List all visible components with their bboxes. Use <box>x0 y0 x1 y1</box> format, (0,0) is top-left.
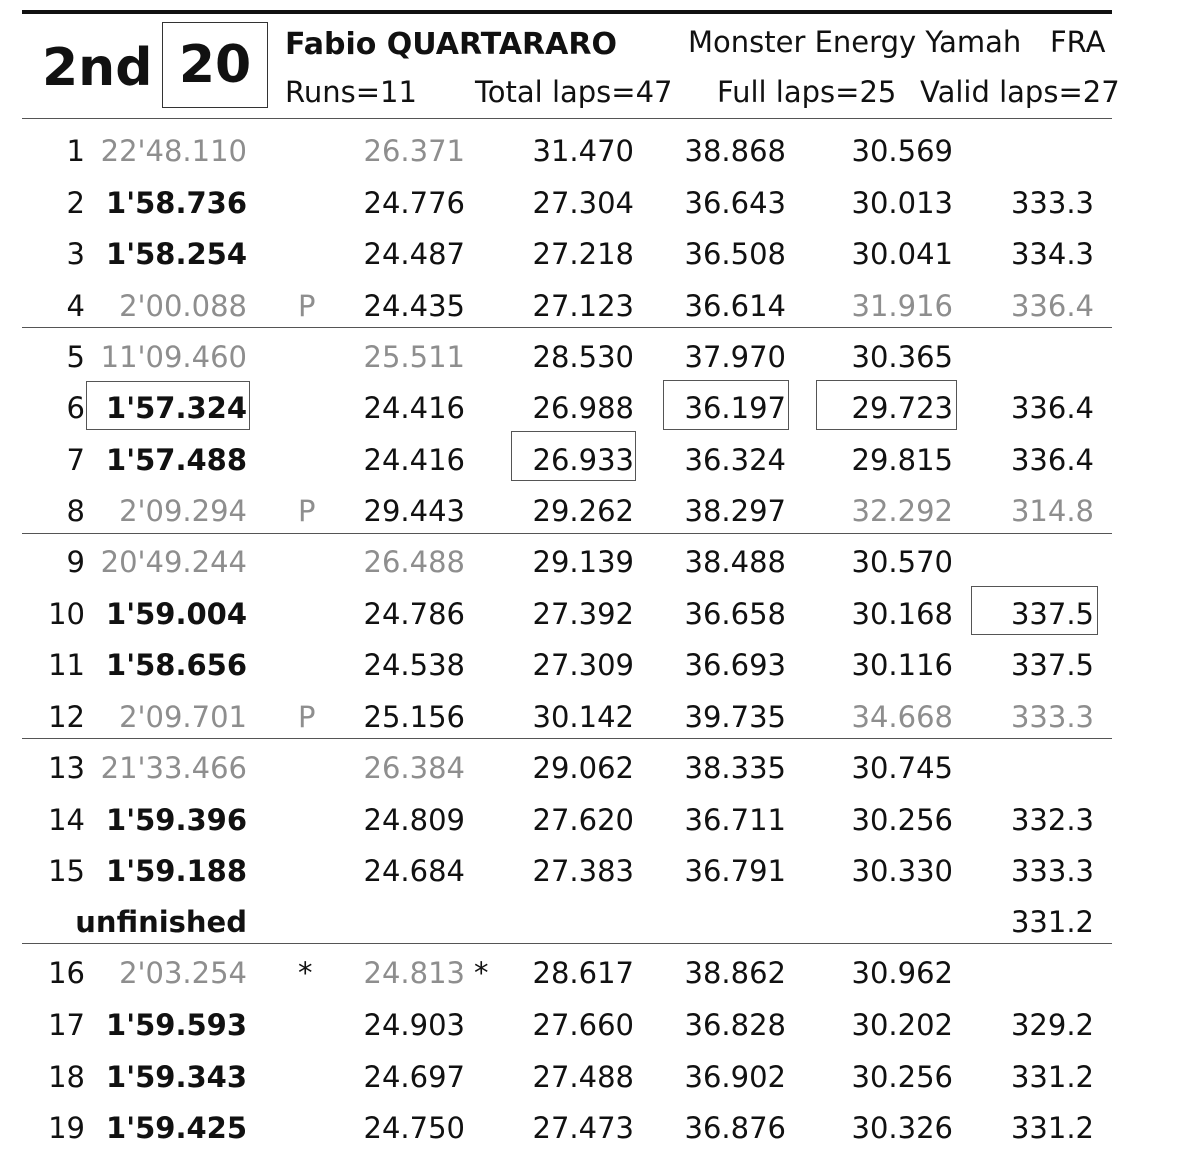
top-speed: 337.5 <box>1010 597 1094 631</box>
best-laptime-box <box>86 381 250 430</box>
sector-3: 36.324 <box>684 443 786 477</box>
sector-4: 30.745 <box>851 751 953 785</box>
sector-4: 30.116 <box>851 648 953 682</box>
sector-4: 34.668 <box>851 700 953 734</box>
lap-time: 1'59.425 <box>106 1111 247 1145</box>
sector-2: 26.988 <box>532 391 634 425</box>
sector-1: 24.809 <box>363 803 465 837</box>
sector-2: 27.383 <box>532 854 634 888</box>
sector-1: 24.697 <box>363 1060 465 1094</box>
sector-2: 31.470 <box>532 134 634 168</box>
sector-4: 30.962 <box>851 956 953 990</box>
lap-time: 21'33.466 <box>100 751 247 785</box>
full-laps: Full laps=25 <box>717 75 897 109</box>
table-row <box>0 537 1200 588</box>
top-rule <box>22 10 1112 14</box>
lap-number: 12 <box>48 700 85 734</box>
top-speed: 333.3 <box>1010 854 1094 888</box>
lap-number: 3 <box>66 237 85 271</box>
sector-1: 24.903 <box>363 1008 465 1042</box>
lap-time: 2'03.254 <box>119 956 247 990</box>
top-speed: 336.4 <box>1010 289 1094 323</box>
top-speed: 329.2 <box>1010 1008 1094 1042</box>
sector-1: 29.443 <box>363 494 465 528</box>
sector-1: 24.684 <box>363 854 465 888</box>
sector-4: 29.723 <box>851 391 953 425</box>
top-speed: 336.4 <box>1010 391 1094 425</box>
sector-2: 27.660 <box>532 1008 634 1042</box>
lap-number: 19 <box>48 1111 85 1145</box>
table-row <box>0 846 1200 897</box>
table-row <box>0 486 1200 537</box>
sector-2: 27.392 <box>532 597 634 631</box>
sector-2: 28.617 <box>532 956 634 990</box>
lap-number: 13 <box>48 751 85 785</box>
total-laps: Total laps=47 <box>475 75 673 109</box>
sector-4: 31.916 <box>851 289 953 323</box>
lap-time: 1'59.396 <box>106 803 247 837</box>
lap-number: 2 <box>66 186 85 220</box>
sector-1: 24.813 <box>363 956 465 990</box>
sector-3: 36.693 <box>684 648 786 682</box>
top-speed: 337.5 <box>1010 648 1094 682</box>
sector-3: 36.711 <box>684 803 786 837</box>
sector-3: 36.902 <box>684 1060 786 1094</box>
sector-2: 26.933 <box>532 443 634 477</box>
top-speed: 336.4 <box>1010 443 1094 477</box>
table-row <box>0 948 1200 999</box>
lap-number: 14 <box>48 803 85 837</box>
lap-time: unfinished <box>75 905 247 939</box>
sector-1: 26.384 <box>363 751 465 785</box>
rider-name: Fabio QUARTARARO <box>285 27 617 62</box>
lap-number: 7 <box>66 443 85 477</box>
lap-time: 1'59.188 <box>106 854 247 888</box>
sector-3: 38.868 <box>684 134 786 168</box>
table-row <box>0 897 1200 948</box>
pit-flag: * <box>298 956 313 990</box>
sector-2: 28.530 <box>532 340 634 374</box>
top-speed: 331.2 <box>1010 905 1094 939</box>
lap-number: 17 <box>48 1008 85 1042</box>
best-sector2-box <box>511 431 636 481</box>
table-row <box>0 795 1200 846</box>
table-row <box>0 332 1200 383</box>
sector-3: 36.658 <box>684 597 786 631</box>
sector-4: 30.041 <box>851 237 953 271</box>
sector-3: 39.735 <box>684 700 786 734</box>
pit-flag: P <box>298 289 316 323</box>
pit-flag: P <box>298 494 316 528</box>
lap-time: 20'49.244 <box>100 545 247 579</box>
lap-number: 16 <box>48 956 85 990</box>
sector-4: 30.168 <box>851 597 953 631</box>
lap-time: 1'58.736 <box>106 186 247 220</box>
sector-3: 36.643 <box>684 186 786 220</box>
sector-3: 38.862 <box>684 956 786 990</box>
header-divider <box>22 118 1112 119</box>
sector-2: 27.309 <box>532 648 634 682</box>
lap-number: 15 <box>48 854 85 888</box>
sector-2: 27.304 <box>532 186 634 220</box>
sector-1: 24.538 <box>363 648 465 682</box>
sector-4: 30.013 <box>851 186 953 220</box>
sector-3: 36.876 <box>684 1111 786 1145</box>
sector-1: 24.416 <box>363 443 465 477</box>
best-speed-box <box>971 586 1098 635</box>
sector-2: 27.620 <box>532 803 634 837</box>
table-row <box>0 229 1200 280</box>
sector-1: 24.786 <box>363 597 465 631</box>
sector-1: 26.488 <box>363 545 465 579</box>
table-row <box>0 692 1200 743</box>
sector-2: 27.218 <box>532 237 634 271</box>
lap-time: 1'57.488 <box>106 443 247 477</box>
nation: FRA <box>1050 25 1106 59</box>
sector-2: 30.142 <box>532 700 634 734</box>
lap-time: 1'59.004 <box>106 597 247 631</box>
lap-time: 1'58.254 <box>106 237 247 271</box>
sector-3: 36.614 <box>684 289 786 323</box>
sector-2: 29.139 <box>532 545 634 579</box>
top-speed: 333.3 <box>1010 186 1094 220</box>
lap-number: 1 <box>66 134 85 168</box>
runs-count: Runs=11 <box>285 75 417 109</box>
lap-number: 18 <box>48 1060 85 1094</box>
sector-4: 30.365 <box>851 340 953 374</box>
sector-1: 24.487 <box>363 237 465 271</box>
best-sector3-box <box>663 380 789 430</box>
lap-time: 22'48.110 <box>100 134 247 168</box>
lap-number: 6 <box>66 391 85 425</box>
lap-number: 4 <box>66 289 85 323</box>
sector-4: 30.570 <box>851 545 953 579</box>
top-speed: 331.2 <box>1010 1060 1094 1094</box>
top-speed: 334.3 <box>1010 237 1094 271</box>
table-row <box>0 1103 1200 1154</box>
sector-4: 30.256 <box>851 803 953 837</box>
sector-4: 29.815 <box>851 443 953 477</box>
pit-flag: P <box>298 700 316 734</box>
sector-3: 36.197 <box>684 391 786 425</box>
lap-number: 11 <box>48 648 85 682</box>
position: 2nd <box>42 38 153 98</box>
team-name: Monster Energy Yamah <box>688 25 1022 59</box>
sector-4: 30.330 <box>851 854 953 888</box>
lap-time: 1'57.324 <box>106 391 247 425</box>
lap-time: 2'00.088 <box>119 289 247 323</box>
sector-3: 36.791 <box>684 854 786 888</box>
sector-4: 30.202 <box>851 1008 953 1042</box>
sector-2: 27.473 <box>532 1111 634 1145</box>
sector-2: 27.488 <box>532 1060 634 1094</box>
table-row <box>0 1052 1200 1103</box>
sector-1: 24.416 <box>363 391 465 425</box>
lap-time: 1'59.343 <box>106 1060 247 1094</box>
sector-3: 38.297 <box>684 494 786 528</box>
rider-number: 20 <box>178 35 252 95</box>
sector-1: 24.750 <box>363 1111 465 1145</box>
lap-number: 5 <box>66 340 85 374</box>
lap-number: 8 <box>66 494 85 528</box>
valid-laps: Valid laps=27 <box>920 75 1120 109</box>
lap-number: 10 <box>48 597 85 631</box>
sector-3: 36.508 <box>684 237 786 271</box>
rider-number-box <box>162 22 268 108</box>
lap-time: 2'09.701 <box>119 700 247 734</box>
best-sector4-box <box>816 380 957 430</box>
lap-number: 9 <box>66 545 85 579</box>
lap-time: 11'09.460 <box>100 340 247 374</box>
sector-3: 37.970 <box>684 340 786 374</box>
sector-3: 38.335 <box>684 751 786 785</box>
sector-1: 24.776 <box>363 186 465 220</box>
lap-time: 2'09.294 <box>119 494 247 528</box>
top-speed: 332.3 <box>1010 803 1094 837</box>
table-row <box>0 281 1200 332</box>
sector-2: 27.123 <box>532 289 634 323</box>
sector-1-flag: * <box>474 956 489 990</box>
lap-time: 1'58.656 <box>106 648 247 682</box>
sector-2: 29.062 <box>532 751 634 785</box>
table-row <box>0 178 1200 229</box>
lap-time: 1'59.593 <box>106 1008 247 1042</box>
sector-4: 30.569 <box>851 134 953 168</box>
sector-1: 24.435 <box>363 289 465 323</box>
table-row <box>0 640 1200 691</box>
sector-1: 25.511 <box>363 340 465 374</box>
top-speed: 314.8 <box>1010 494 1094 528</box>
sector-2: 29.262 <box>532 494 634 528</box>
sector-4: 32.292 <box>851 494 953 528</box>
sector-3: 36.828 <box>684 1008 786 1042</box>
table-row <box>0 126 1200 177</box>
sector-3: 38.488 <box>684 545 786 579</box>
sector-4: 30.256 <box>851 1060 953 1094</box>
table-row <box>0 1000 1200 1051</box>
top-speed: 331.2 <box>1010 1111 1094 1145</box>
sector-1: 26.371 <box>363 134 465 168</box>
top-speed: 333.3 <box>1010 700 1094 734</box>
sector-1: 25.156 <box>363 700 465 734</box>
table-row <box>0 743 1200 794</box>
sector-4: 30.326 <box>851 1111 953 1145</box>
